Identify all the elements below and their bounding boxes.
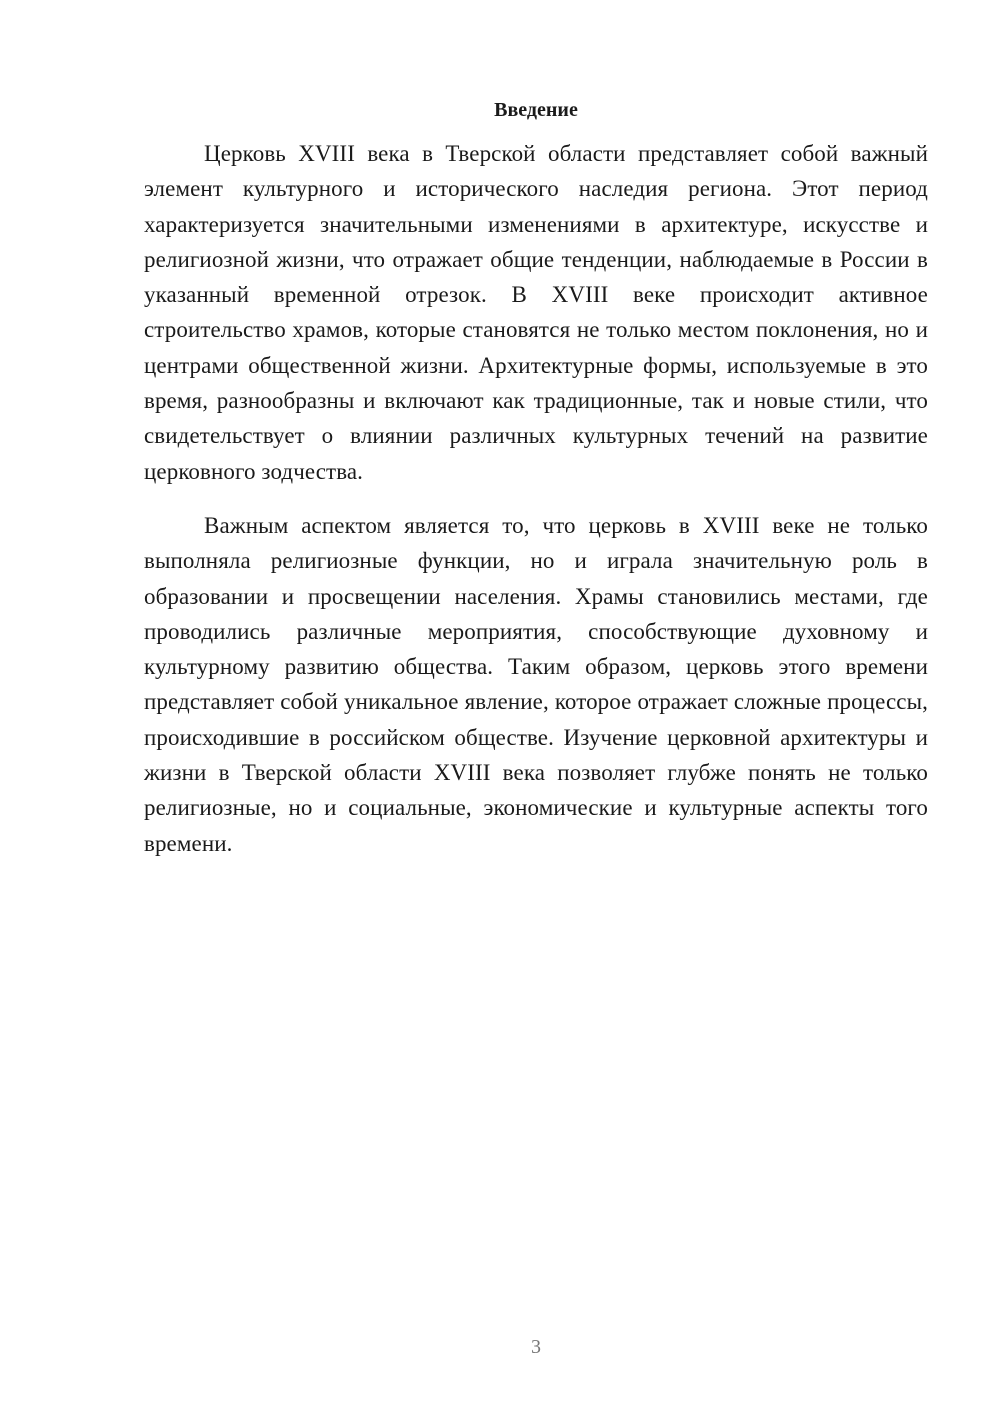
page-number: 3 [531,1336,541,1358]
paragraph-role: Важным аспектом является то, что церковь в XVIII веке не только выполняла религиозные функции, но и играла значительную роль в образовании и просвещении населения. Храмы становились местами, где проводились различные мероприятия, способствующие духовному и культурному развитию общества. Таким образом, церковь этого времени представляет собой уникальное явление, которое отражает сложные процессы, происходившие в российском обществе. Изучение церковной архитектуры и жизни в Тверской области XVIII века позволяет глубже понять не только религиозные, но и социальные, экономические и культурные аспекты того времени. [144,512,928,856]
page-body [144,96,928,861]
paragraph-intro: Церковь XVIII века в Тверской области представляет собой важный элемент культурного и исторического наследия региона. Этот период характеризуется значительными изменениями в архитектуре, искусстве и религиозной жизни, что отражает общие тенденции, наблюдаемые в России в указанный временной отрезок. В XVIII веке происходит активное строительство храмов, которые становятся не только местом поклонения, но и центрами общественной жизни. Архитектурные формы, используемые в это время, разнообразны и включают как традиционные, так и новые стили, что свидетельствует о влиянии различных культурных течений на развитие церковного зодчества. [144,141,928,484]
section-heading: Введение [494,99,578,121]
